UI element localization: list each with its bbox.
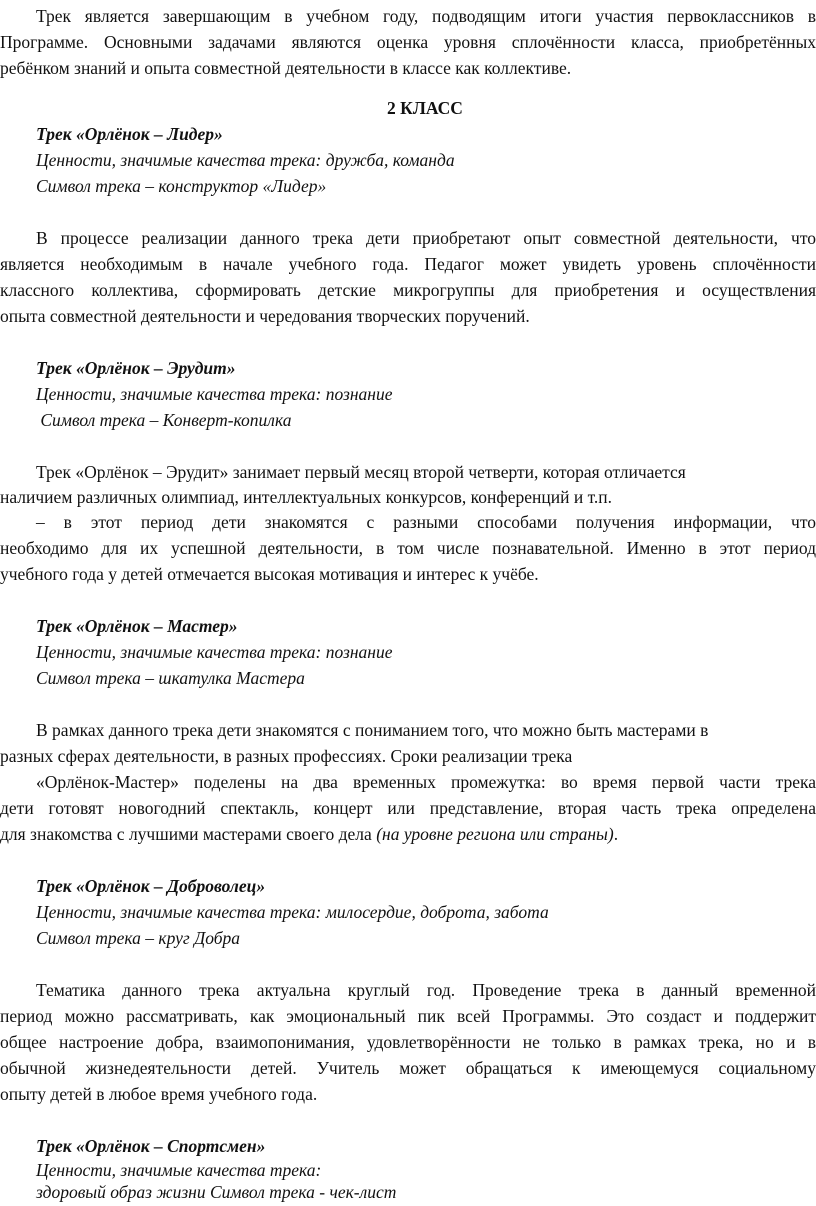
track-erudit-body-line-1: Трек «Орлёнок – Эрудит» занимает первый месяц второй четверти, которая отличается [36,462,686,482]
track-erudit-body-line-2: наличием различных олимпиад, интеллектуальных конкурсов, конференций и т.п. [0,487,613,507]
track-master-body-line-5-text: для знакомства с лучшими мастерами своего дела [0,824,377,844]
track-leader-values: Ценности, значимые качества трека: дружба, команда [36,150,455,170]
track-master-body-line-4: дети готовят новогодний спектакль, концерт или представление, вторая часть трека определена [0,798,816,818]
track-master-body-line-5-end: . [613,824,619,844]
track-sport-values-2: здоровый образ жизни Символ трека - чек-лист [36,1182,397,1202]
grade-heading: 2 КЛАСС [387,98,463,118]
track-leader-title: Трек «Орлёнок – Лидер» [36,124,223,144]
track-volunteer-body-line-4: обычной жизнедеятельности детей. Учитель может обращаться к имеющемуся социальному [0,1058,816,1078]
track-leader-body-line-4: опыта совместной деятельности и чередования творческих поручений. [0,306,530,326]
track-volunteer-body-line-1: Тематика данного трека актуальна круглый год. Проведение трека в данный временной [36,980,816,1000]
track-sport-values: Ценности, значимые качества трека: [36,1160,322,1180]
track-erudit-title: Трек «Орлёнок – Эрудит» [36,358,236,378]
track-master-values: Ценности, значимые качества трека: познание [36,642,393,662]
track-leader-symbol: Символ трека – конструктор «Лидер» [36,176,327,196]
track-master-body-line-5-italic: (на уровне региона или страны) [376,824,614,844]
intro-line-2: Программе. Основными задачами являются оценка уровня сплочённости класса, приобретённых [0,32,816,52]
track-leader-body-line-1: В процессе реализации данного трека дети приобретают опыт совместной деятельности, что [36,228,816,248]
track-volunteer-body-line-5: опыту детей в любое время учебного года. [0,1084,318,1104]
track-master-body-line-5 [0,822,816,848]
intro-line-1: Трек является завершающим в учебном году, подводящим итоги участия первоклассников в [36,6,816,26]
track-sport-title: Трек «Орлёнок – Спортсмен» [36,1136,266,1156]
track-volunteer-title: Трек «Орлёнок – Доброволец» [36,876,266,896]
track-leader-body-line-3: классного коллектива, сформировать детские микрогруппы для приобретения и осуществления [0,280,816,300]
track-erudit-body-line-4: необходимо для их успешной деятельности, в том числе познавательной. Именно в этот период [0,538,816,558]
track-volunteer-body-line-2: период можно рассматривать, как эмоциональный пик всей Программы. Это создаст и поддержит [0,1006,816,1026]
track-master-body-line-3: «Орлёнок-Мастер» поделены на два временных промежутка: во время первой части трека [36,772,816,792]
track-volunteer-body-line-3: общее настроение добра, взаимопонимания, удовлетворённости не только в рамках трека, но и в [0,1032,816,1052]
track-master-symbol: Символ трека – шкатулка Мастера [36,668,305,688]
track-erudit-symbol: Символ трека – Конверт-копилка [36,410,292,430]
track-leader-body-line-2: является необходимым в начале учебного года. Педагог может увидеть уровень сплочённости [0,254,816,274]
track-master-body-line-2: разных сферах деятельности, в разных профессиях. Сроки реализации трека [0,746,573,766]
track-erudit-values: Ценности, значимые качества трека: познание [36,384,393,404]
intro-line-3: ребёнком знаний и опыта совместной деятельности в классе как коллективе. [0,58,572,78]
track-master-title: Трек «Орлёнок – Мастер» [36,616,238,636]
track-erudit-body-line-3: – в этот период дети знакомятся с разными способами получения информации, что [36,512,816,532]
track-volunteer-symbol: Символ трека – круг Добра [36,928,241,948]
track-erudit-body-line-5: учебного года у детей отмечается высокая мотивация и интерес к учёбе. [0,564,539,584]
track-master-body-line-1: В рамках данного трека дети знакомятся с пониманием того, что можно быть мастерами в [36,720,709,740]
track-volunteer-values: Ценности, значимые качества трека: милосердие, доброта, забота [36,902,549,922]
